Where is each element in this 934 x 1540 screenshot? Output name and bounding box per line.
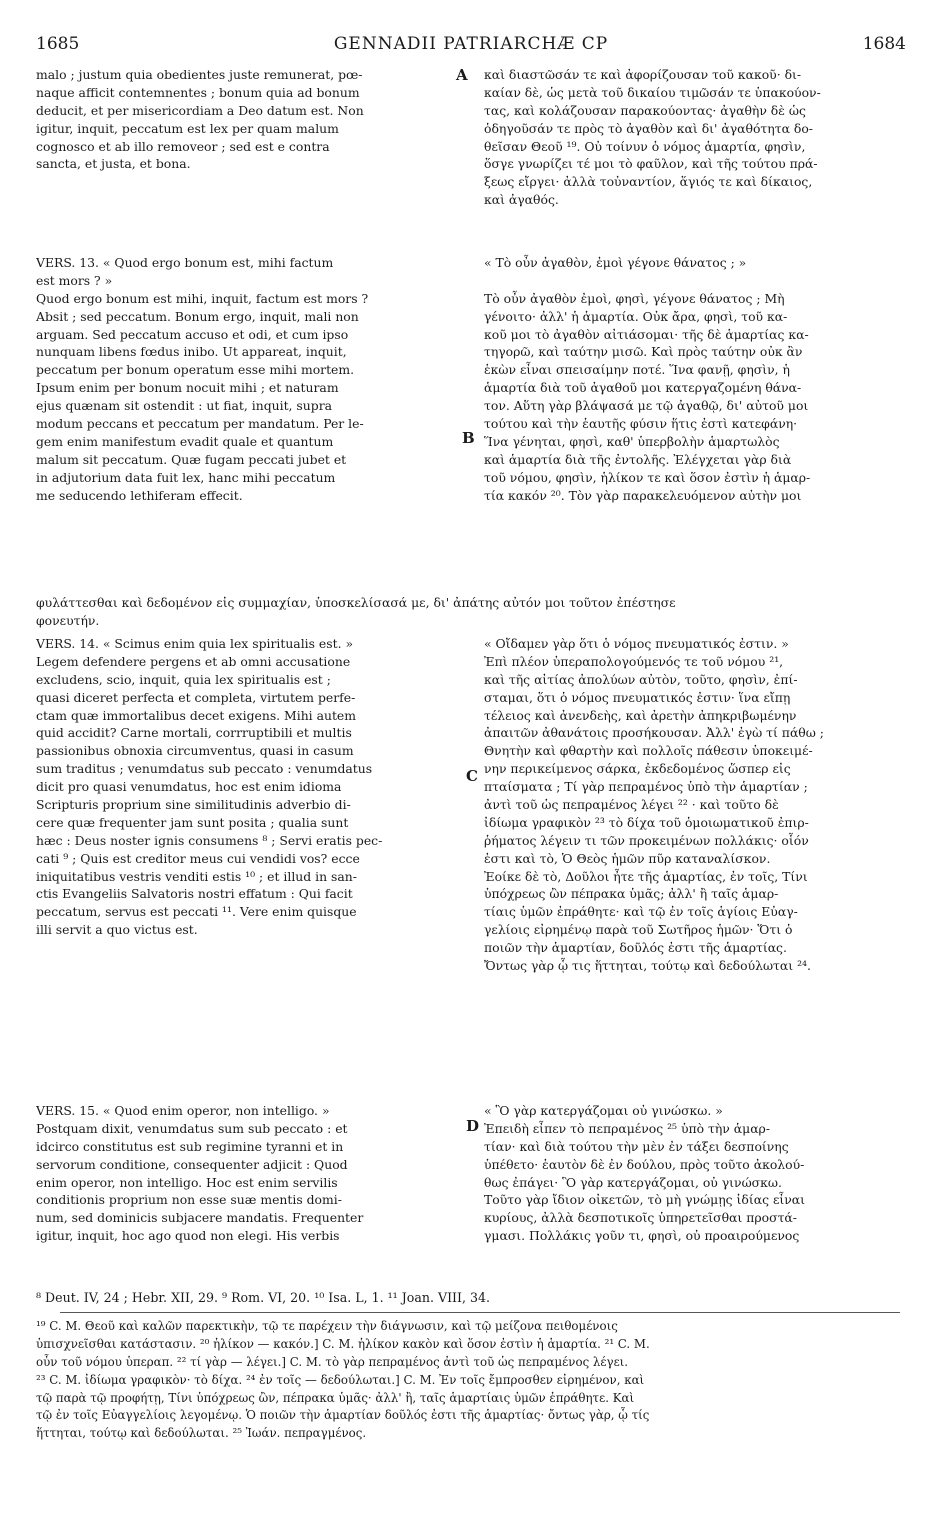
text-line: naque afficit contemnentes ; bonum quia ad bonum [36,84,360,100]
text-line: τίαν· καὶ διὰ τούτου τὴν μὲν ἐν τάξει δεσποίνης [484,1138,789,1154]
text-line: servorum conditione, consequenter adjicit : Quod [36,1156,348,1172]
text-line: Legem defendere pergens et ab omni accusatione [36,653,351,669]
text-line: cognosco et ab illo removeor ; sed est e contra [36,138,330,154]
latin-section-3 [36,635,454,939]
text-line: me seducendo lethiferam effecit. [36,487,243,503]
greek-section-2 [484,254,906,504]
scripture-references: ⁸ Deut. IV, 24 ; Hebr. XII, 29. ⁹ Rom. VI, 20. ¹⁰ Isa. L, 1. ¹¹ Joan. VIII, 34. [36,1290,491,1305]
text-line: οὖν τοῦ νόμου ὑπεραπ. ²² τί γὰρ — λέγει.] C. M. τὸ γὰρ πεπραμένος ἀντὶ τοῦ ὡς πεπραμένος λέγει. [36,1354,629,1369]
text-line: πταίσματα ; Τί γὰρ πεπραμένος ὑπὸ τὴν ἁμαρτίαν ; [484,779,808,795]
text-line: hæc : Deus noster ignis consumens ⁸ ; Servi eratis pec- [36,832,383,848]
text-line: τοῦ νόμου, φησὶν, ἡλίκον τε καὶ ὅσον ἐστὶν ἡ ἁμαρ- [484,469,811,485]
text-line: idcirco constitutus est sub regimine tyranni et in [36,1138,344,1154]
text-line: ὑπέθετο· ἑαυτὸν δὲ ἐν δούλου, πρὸς τοῦτο ἀκολού- [484,1156,805,1172]
text-line: Quod ergo bonum est mihi, inquit, factum est mors ? [36,290,369,306]
text-line: κυρίους, ἀλλὰ δεσποτικοῖς ὑπηρετεῖσθαι προστά- [484,1210,797,1226]
text-line: σταμαι, ὅτι ὁ νόμος πνευματικός ἐστιν· ἵνα εἴπῃ [484,689,791,705]
text-line: ὑπόχρεως ὢν πέπρακα ὑμᾶς; ἀλλ' ἢ ταῖς ἁμαρ- [484,886,779,902]
text-line: τῷ παρὰ τῷ προφήτῃ, Τίνι ὑπόχρεως ὢν, πέπρακα ὑμᾶς· ἀλλ' ἢ, ταῖς ἁμαρτίαις ὑμῶν ἐπράθητε. Καὶ [36,1390,635,1405]
greek-continuation: φονευτήν. [36,613,100,628]
text-line: ἰδίωμα γραφικὸν ²³ τὸ δίχα τοῦ ὁμοιωματικοῦ ἐπιρ- [484,814,809,830]
text-line: θως ἐπάγει· Ὃ γὰρ κατεργάζομαι, οὐ γινώσκω. [484,1174,782,1190]
text-line: Τοῦτο γὰρ ἴδιον οἰκετῶν, τὸ μὴ γνώμῃς ἰδίας εἶναι [484,1192,805,1208]
margin-marker-d: D [466,1117,480,1135]
text-line: ῥήματος λέγειν τι τῶν προκειμένων πολλάκις· οἷόν [484,832,809,848]
text-line: Ipsum enim per bonum nocuit mihi ; et naturam [36,380,339,396]
text-line: καίαν δὲ, ὡς μετὰ τοῦ δικαίου τιμῶσάν τε ὑπακούον- [484,84,821,100]
text-line: « Οἴδαμεν γὰρ ὅτι ὁ νόμος πνευματικός ἐστιν. » [484,636,789,651]
text-line: arguam. Sed peccatum accuso et odi, et cum ipso [36,326,349,342]
text-line: Τὸ οὖν ἀγαθὸν ἐμοὶ, φησὶ, γέγονε θάνατος ; Μὴ [484,290,785,306]
text-line: καὶ ἁμαρτία διὰ τῆς ἐντολῆς. Ἐλέγχεται γὰρ διὰ [484,451,792,467]
text-line: VERS. 15. « Quod enim operor, non intelligo. » [36,1103,330,1118]
text-line: ἥττηται, τούτῳ καὶ δεδούλωται. ²⁵ Ἰωάν. πεπραγμένος. [36,1426,367,1441]
text-line: VERS. 14. « Scimus enim quia lex spiritualis est. » [36,636,354,651]
text-line: τίαις ὑμῶν ἐπράθητε· καὶ τῷ ἐν τοῖς ἁγίοις Εὐαγ- [484,904,798,920]
text-line: ὁδηγοῦσάν τε πρὸς τὸ ἀγαθὸν καὶ δι' ἀγαθότητα δο- [484,120,813,136]
text-line: passionibus obnoxia circumventus, quasi in casum [36,743,354,759]
text-line: ἑκὼν εἶναι σπεισαίμην ποτέ. Ἵνα φανῇ, φησὶν, ἡ [484,362,790,378]
text-line: Ἐπὶ πλέον ὑπεραπολογούμενός τε τοῦ νόμου ²¹, [484,653,784,669]
footnote-rule [60,1312,900,1313]
text-line: Ὄντως γὰρ ᾧ τις ἥττηται, τούτῳ καὶ δεδούλωται ²⁴. [484,958,811,974]
text-line: τον. Αὕτη γὰρ βλάψασά με τῷ ἀγαθῷ, δι' αὐτοῦ μοι [484,398,809,414]
text-line: quid accidit? Carne mortali, corrruptibili et multis [36,725,352,741]
text-line: cere quæ frequenter jam sunt posita ; qualia sunt [36,814,349,830]
footnotes [36,1318,906,1443]
text-line: τέλειος καὶ ἀνενδεὴς, καὶ ἀρετὴν ἀπηκριβωμένην [484,707,797,723]
text-line: ejus quænam sit ostendit : ut fiat, inquit, supra [36,398,333,414]
text-line: gem enim manifestum evadit quale et quantum [36,433,334,449]
text-line: ποιῶν τὴν ἁμαρτίαν, δοῦλός ἐστι τῆς ἁμαρτίας. [484,940,787,956]
text-line: cati ⁹ ; Quis est creditor meus cui vendidi vos? ecce [36,850,360,866]
text-line: sancta, et justa, et bona. [36,156,191,172]
text-line: Absit ; sed peccatum. Bonum ergo, inquit, mali non [36,308,359,324]
greek-section-3 [484,635,906,975]
text-line: τηγορῶ, καὶ ταύτην μισῶ. Καὶ πρὸς ταύτην οὐκ ἂν [484,344,803,360]
text-line: γελίοις εἰρημένῳ παρὰ τοῦ Σωτῆρος ἡμῶν· Ὅτι ὁ [484,922,793,938]
text-line [484,272,906,290]
text-line: τας, καὶ κολάζουσαν παρακούοντας· ἀγαθὴν δὲ ὡς [484,102,806,118]
text-line: ctam quæ immortalibus decet exigens. Mihi autem [36,707,357,723]
running-title: GENNADII PATRIARCHÆ CP [333,34,609,54]
text-line: ἐστι καὶ τὸ, Ὁ Θεὸς ἡμῶν πῦρ καταναλίσκον. [484,850,771,866]
text-line: γμασι. Πολλάκις γοῦν τι, φησὶ, οὐ προαιρούμενος [484,1228,800,1244]
text-line: VERS. 13. « Quod ergo bonum est, mihi factum [36,255,334,270]
text-line: Ἵνα γένηται, φησὶ, καθ' ὑπερβολὴν ἁμαρτωλὸς [484,433,780,449]
text-line: num, sed dominicis subjacere mandatis. Frequenter [36,1210,364,1226]
text-line: « Τὸ οὖν ἀγαθὸν, ἐμοὶ γέγονε θάνατος ; » [484,255,747,270]
text-line: sum traditus ; venumdatus sub peccato : venumdatus [36,761,373,777]
text-line: ἀπαιτῶν ἀθανάτοις προσήκουσαν. Ἀλλ' ἐγὼ τί πάθω ; [484,725,824,741]
text-line: « Ὃ γὰρ κατεργάζομαι οὐ γινώσκω. » [484,1103,723,1118]
text-line: excludens, scio, inquit, quia lex spiritualis est ; [36,671,331,687]
text-line: ctis Evangeliis Salvatoris nostri effatum : Qui facit [36,886,353,902]
text-line: Ἐπειδὴ εἶπεν τὸ πεπραμένος ²⁵ ὑπὸ τὴν ἁμαρ- [484,1120,771,1136]
text-line: igitur, inquit, peccatum est lex per quam malum [36,120,339,136]
text-line: malo ; justum quia obedientes juste remunerat, pœ- [36,67,363,82]
page-number-right: 1684 [862,34,906,54]
latin-section-2 [36,254,454,504]
latin-section-1 [36,66,454,173]
page-header [36,30,906,58]
latin-section-4 [36,1102,454,1245]
margin-marker-b: B [462,429,475,447]
text-line: τούτου καὶ τὴν ἑαυτῆς φύσιν ἥτις ἐστὶ κατεφάνη· [484,416,798,432]
full-width-greek-line: φυλάττεσθαι καὶ δεδομένον εἰς συμμαχίαν, ὑποσκελίσασά με, δι' ἀπάτης αὐτόν μοι τοῦτον ἐπέστησε [36,595,676,610]
greek-section-4 [484,1102,906,1245]
text-line: Scripturis proprium sine similitudinis adverbio di- [36,797,351,813]
text-line: νην περικείμενος σάρκα, ἐκδεδομένος ὥσπερ εἰς [484,761,791,777]
text-line: ὅσγε γνωρίζει τέ μοι τὸ φαῦλον, καὶ τῆς τούτου πρά- [484,156,818,172]
text-line: ¹⁹ C. M. Θεοῦ καὶ καλῶν παρεκτικὴν, τῷ τε παρέχειν τὴν διάγνωσιν, καὶ τῷ μείζονα πειθομένοις [36,1319,618,1333]
text-line: τῷ ἐν τοῖς Εὐαγγελίοις λεγομένῳ. Ὁ ποιῶν τὴν ἁμαρτίαν δοῦλός ἐστι τῆς ἁμαρτίας· ὄντως γὰρ, ᾧ τίς [36,1408,650,1423]
text-line: peccatum, servus est peccati ¹¹. Vere enim quisque [36,904,357,920]
text-line: igitur, inquit, hoc ago quod non elegi. His verbis [36,1228,340,1244]
text-line: ὑπισχνεῖσθαι κατάστασιν. ²⁰ ἡλίκον — κακόν.] C. M. ἡλίκον κακὸν καὶ ὅσον ἐστὶν ἡ ἁμαρτία. ²¹ C. M. [36,1336,650,1351]
text-line: θεῖσαν Θεοῦ ¹⁹. Οὐ τοίνυν ὁ νόμος ἁμαρτία, φησὶν, [484,138,806,154]
text-line: ²³ C. M. ἰδίωμα γραφικὸν· τὸ δίχα. ²⁴ ἐν τοῖς — δεδούλωται.] C. M. Ἐν τοῖς ἔμπροσθεν εἰρημένον, καὶ [36,1372,645,1387]
text-line: est mors ? » [36,272,113,288]
text-line: deducit, et per misericordiam a Deo datum est. Non [36,102,364,118]
text-line: enim operor, non intelligo. Hoc est enim servilis [36,1174,338,1190]
text-line: ἀντὶ τοῦ ὡς πεπραμένος λέγει ²² · καὶ τοῦτο δὲ [484,797,779,813]
text-line: nunquam libens fœdus inibo. Ut appareat, inquit, [36,344,347,360]
text-line: καὶ τῆς αἰτίας ἀπολύων αὐτὸν, τοῦτο, φησὶν, ἐπί- [484,671,798,687]
text-line: conditionis proprium non esse suæ mentis domi- [36,1192,342,1208]
greek-section-1 [484,66,906,209]
margin-marker-c: C [466,767,478,785]
text-line: quasi diceret perfecta et completa, virtutem perfe- [36,689,356,705]
page-number-left: 1685 [36,34,80,54]
text-line: in adjutorium data fuit lex, hanc mihi peccatum [36,469,336,485]
text-line: illi servit a quo victus est. [36,922,198,938]
text-line: malum sit peccatum. Quæ fugam peccati jubet et [36,451,347,467]
text-line: peccatum per bonum operatum esse mihi mortem. [36,362,355,378]
text-line: καὶ ἀγαθός. [484,192,559,208]
text-line: modum peccans et peccatum per mandatum. Per le- [36,416,364,432]
margin-marker-a: A [456,66,468,84]
text-line: iniquitatibus vestris venditi estis ¹⁰ ; et illud in san- [36,868,357,884]
text-line: Θνητὴν καὶ φθαρτὴν καὶ πολλοῖς πάθεσιν ὑποκειμέ- [484,743,813,759]
text-line: ξεως εἴργει· ἀλλὰ τοὐναντίον, ἅγιός τε καὶ δίκαιος, [484,174,813,190]
text-line: καὶ διαστῶσάν τε καὶ ἀφορίζουσαν τοῦ κακοῦ· δι- [484,67,802,82]
text-line: Ἐοίκε δὲ τὸ, Δοῦλοι ἦτε τῆς ἁμαρτίας, ἐν τοῖς, Τίνι [484,868,808,884]
text-line: γένοιτο· ἀλλ' ἡ ἁμαρτία. Οὐκ ἄρα, φησὶ, τοῦ κα- [484,308,788,324]
text-line: ἁμαρτία διὰ τοῦ ἀγαθοῦ μοι κατεργαζομένη θάνα- [484,380,802,396]
text-line: τία κακόν ²⁰. Τὸν γὰρ παρακελευόμενον αὐτὴν μοι [484,487,802,503]
text-line: κοῦ μοι τὸ ἀγαθὸν αἰτιάσομαι· τῆς δὲ ἁμαρτίας κα- [484,326,809,342]
text-line: Postquam dixit, venumdatus sum sub peccato : et [36,1120,348,1136]
text-line: dicit pro quasi venumdatus, hoc est enim idioma [36,779,342,795]
